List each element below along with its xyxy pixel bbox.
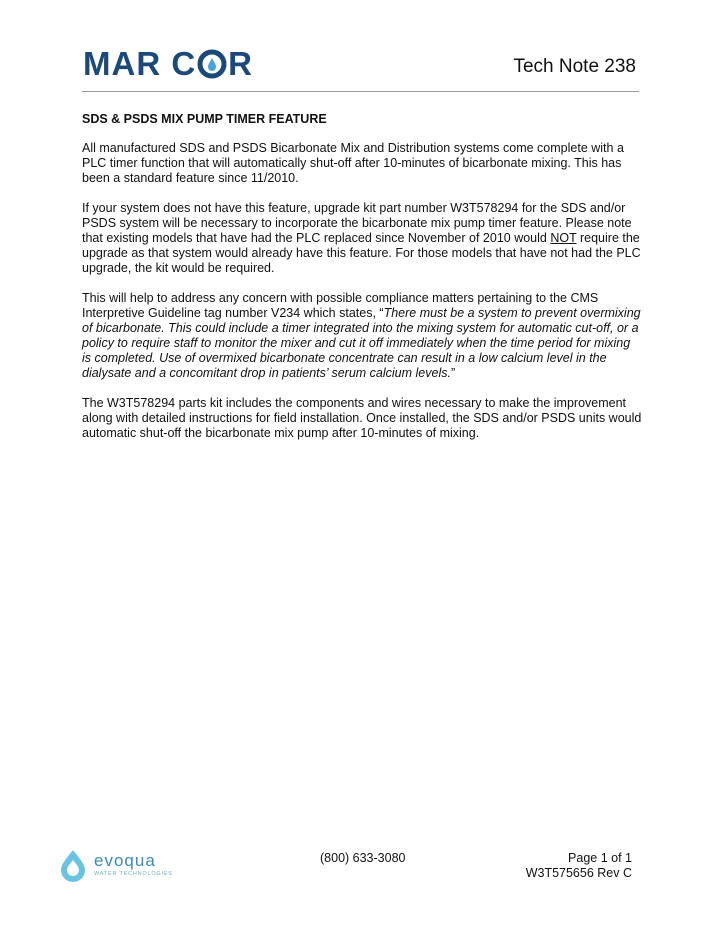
paragraph-3-end: ” <box>450 366 456 380</box>
page-number: Page 1 of 1 <box>568 851 632 865</box>
header-divider <box>82 91 639 92</box>
paragraph-2-end: require the upgrade as that system would already have this feature. For those models that have not had the PLC upgrade, the kit would be required. <box>82 231 641 275</box>
footer-phone: (800) 633-3080 <box>320 851 406 865</box>
paragraph-4: The W3T578294 parts kit includes the components and wires necessary to make the improvement along with detailed instructions for field installation. Once installed, the SDS and/or PSDS units would automatic shut-off the bicarbonate mix pump after 10-minutes of mixing. <box>82 396 642 440</box>
evoqua-wordmark: evoqua <box>94 851 156 870</box>
paragraph-2-start: If your system does not have this feature, upgrade kit part number W3T578294 for the SDS and/or PSDS system will be necessary to incorporate the bicarbonate mix pump timer feature. Please note that existing models that have had the PLC replaced since November of 2010 would <box>82 201 632 245</box>
not-emphasis: NOT <box>550 231 577 245</box>
logo-text-right: R <box>228 45 253 82</box>
logo-text-left: MAR C <box>83 45 197 82</box>
document-number: W3T575656 Rev C <box>525 866 632 880</box>
evoqua-drop-icon <box>58 848 88 882</box>
document-body <box>82 112 642 456</box>
tech-note-title: Tech Note 238 <box>513 56 636 77</box>
logo-o-drop-icon <box>197 49 227 79</box>
paragraph-1: All manufactured SDS and PSDS Bicarbonate Mix and Distribution systems come complete with a PLC timer function that will automatically shut-off after 10-minutes of bicarbonate mixing. This has been a standard feature since 11/2010. <box>82 141 624 185</box>
footer-page-info <box>526 851 632 881</box>
paragraph-3-start: This will help to address any concern with possible compliance matters pertaining to the CMS Interpretive Guideline tag number V234 which states, “ <box>82 291 599 320</box>
marcor-logo <box>83 45 253 83</box>
cms-quote: There must be a system to prevent overmixing of bicarbonate. This could include a timer integrated into the mixing system for automatic cut-off, or a policy to require staff to monitor the mixer and cut it off immediately when the time period for mixing is completed. Use of overmixed bicarbonate concentrate can result in a low calcium level in the dialysate and a concomitant drop in patients’ serum calcium levels. <box>82 306 641 380</box>
paragraph-3 <box>82 291 642 381</box>
paragraph-2 <box>82 201 642 276</box>
evoqua-logo <box>58 848 173 882</box>
section-heading: SDS & PSDS MIX PUMP TIMER FEATURE <box>82 112 327 126</box>
evoqua-tagline: WATER TECHNOLOGIES <box>94 871 173 877</box>
